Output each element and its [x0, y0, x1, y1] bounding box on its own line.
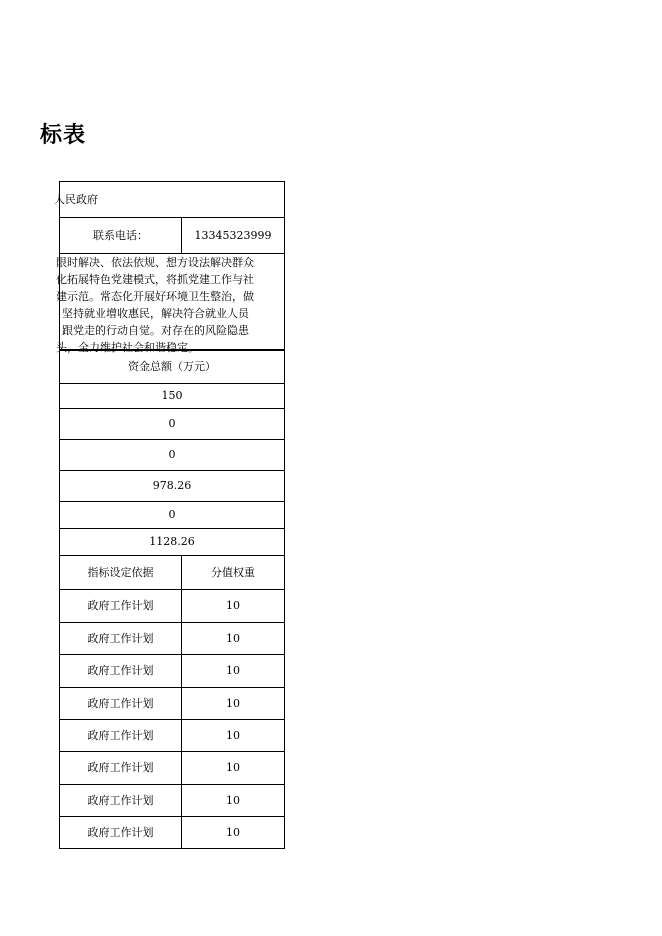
description-line: 化拓展特色党建模式，将抓党建工作与社	[56, 273, 254, 286]
indicator-weight-cell: 10	[226, 696, 240, 710]
indicator-basis-header: 指标设定依据	[87, 565, 154, 579]
description-line: 建示范。常态化开展好环境卫生整治，做	[56, 290, 254, 303]
description-line: 头，全力维护社会和谐稳定。	[56, 341, 199, 354]
indicator-weight-cell: 10	[226, 728, 240, 742]
fund-value-cell: 1128.26	[149, 535, 195, 548]
indicator-weight-cell: 10	[226, 664, 240, 677]
indicator-weight-cell: 10	[226, 761, 240, 774]
fund-total-header: 资金总额（万元）	[128, 360, 216, 373]
indicator-weight-cell: 10	[226, 825, 240, 839]
description-cell	[56, 254, 282, 356]
fund-value-cell: 0	[168, 448, 176, 461]
fund-value-cell: 978.26	[152, 479, 192, 492]
indicator-basis-cell: 政府工作计划	[87, 664, 154, 677]
indicator-weight-cell: 10	[226, 599, 240, 612]
fund-value-cell: 0	[168, 417, 176, 430]
indicator-basis-cell: 政府工作计划	[87, 761, 154, 774]
indicator-basis-cell: 政府工作计划	[87, 793, 154, 807]
indicator-basis-cell: 政府工作计划	[87, 631, 154, 645]
indicator-weight-cell: 10	[226, 793, 240, 807]
page-title: 标表	[40, 123, 87, 148]
table-border-right	[284, 181, 285, 849]
indicator-basis-cell: 政府工作计划	[87, 599, 154, 612]
phone-label-cell: 联系电话：	[93, 228, 148, 242]
row-divider	[59, 848, 285, 849]
indicator-basis-cell: 政府工作计划	[87, 825, 154, 839]
indicator-weight-cell: 10	[226, 631, 240, 645]
indicator-basis-cell: 政府工作计划	[87, 696, 154, 710]
description-line: 跟党走的行动自觉。对存在的风险隐患	[62, 324, 249, 337]
indicator-basis-cell: 政府工作计划	[87, 728, 154, 742]
description-line: 限时解决、依法依规、想方设法解决群众	[56, 256, 254, 269]
fund-value-cell: 0	[168, 508, 176, 521]
unit-name-cell: 人民政府	[54, 192, 98, 206]
description-line: 坚持就业增收惠民，解决符合就业人员	[62, 307, 249, 320]
indicator-weight-header: 分值权重	[211, 565, 255, 579]
phone-value-cell: 13345323999	[194, 228, 272, 242]
fund-value-cell: 150	[161, 389, 183, 402]
